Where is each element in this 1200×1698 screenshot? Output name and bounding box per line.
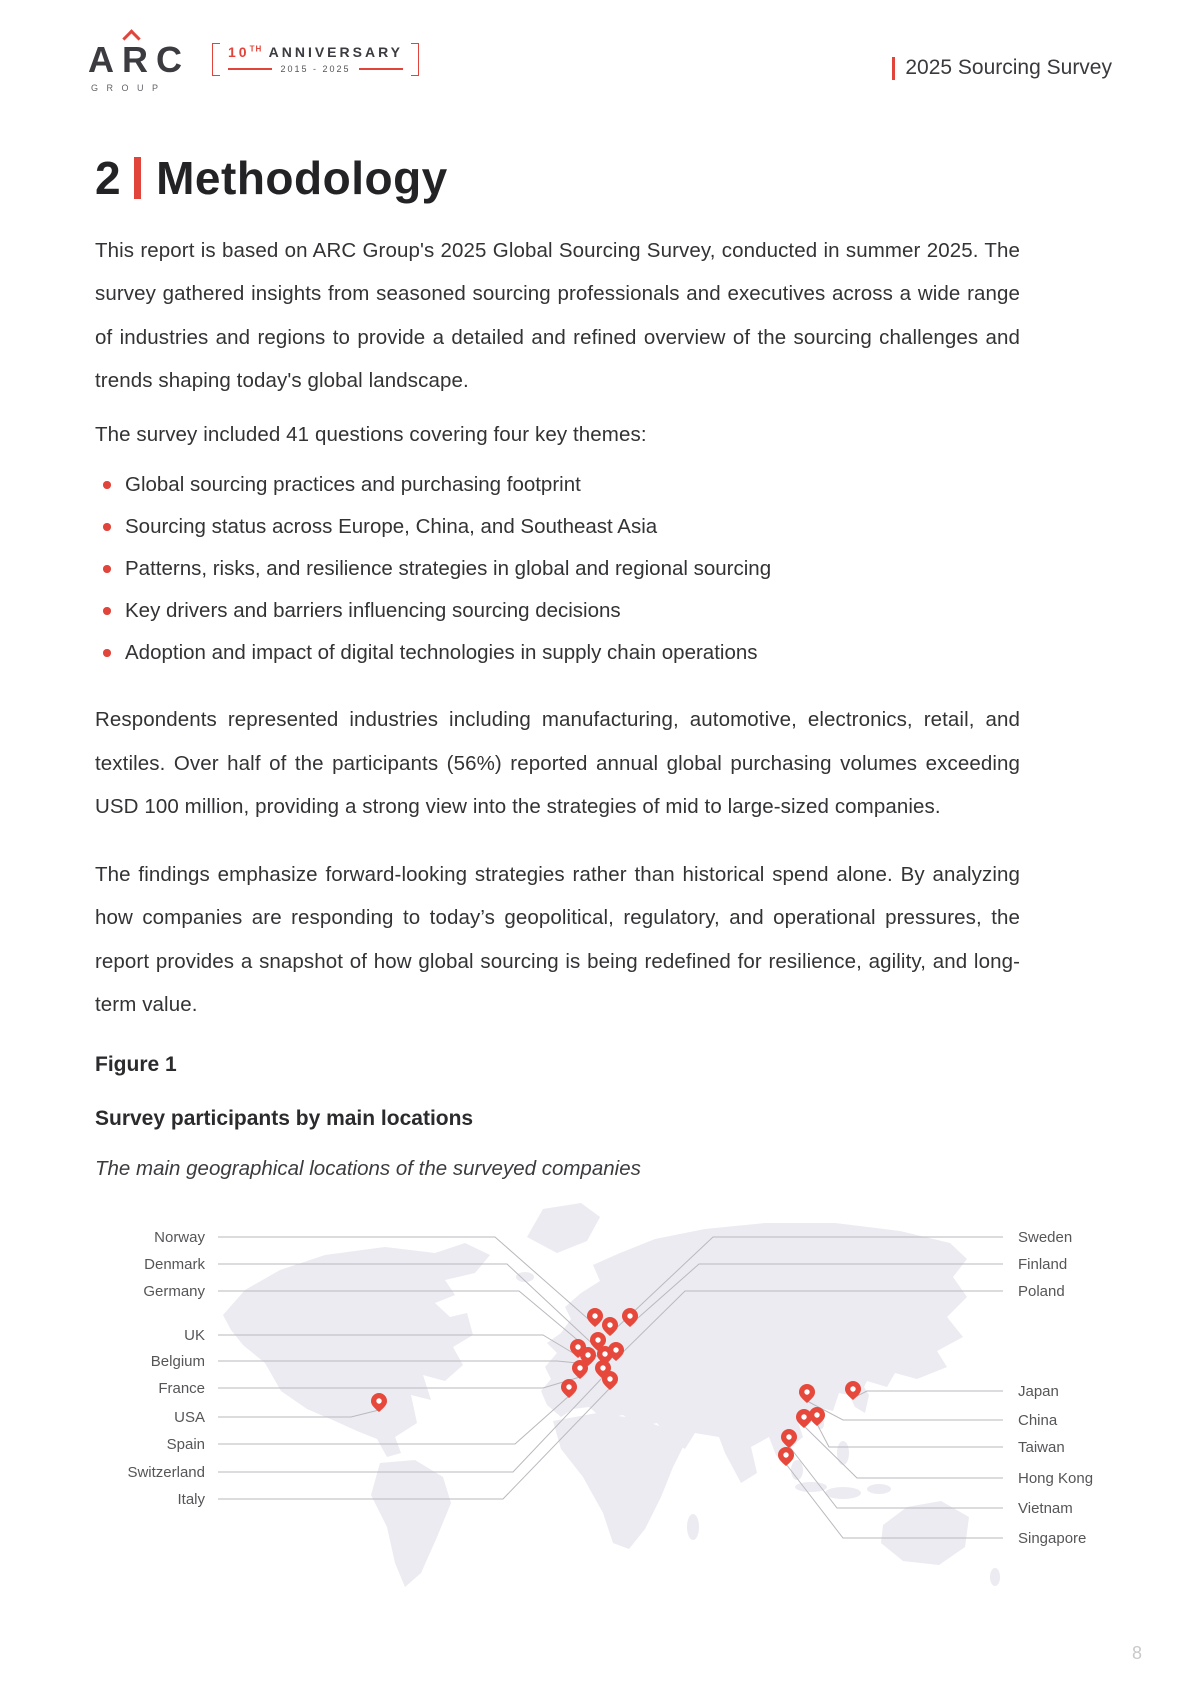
intro-paragraph: This report is based on ARC Group's 2025 Global Sourcing Survey, conducted in summer 2025. The survey gathered insights from seasoned sourcing professionals and executives across a wide range of industries and regions to provide a detailed and refined overview of the sourcing challenges and trends shaping today's global landscape. <box>95 239 1020 393</box>
section-title: Methodology <box>156 152 448 204</box>
list-item: Adoption and impact of digital technologies in supply chain operations <box>95 632 1020 674</box>
map-location-label: Switzerland <box>127 1463 205 1481</box>
document-title <box>892 34 1112 80</box>
list-item: Patterns, risks, and resilience strategies in global and regional sourcing <box>95 548 1020 590</box>
continent-australia <box>881 1501 969 1565</box>
anniversary-badge <box>212 40 419 79</box>
red-pipe-icon <box>134 157 141 199</box>
map-location-label: Hong Kong <box>1018 1469 1094 1487</box>
map-location-label: China <box>1018 1411 1058 1429</box>
map-location-label: Italy <box>177 1490 205 1508</box>
map-location-label: Germany <box>143 1282 205 1300</box>
island-sumatra <box>791 1460 803 1480</box>
map-location-label: Sweden <box>1018 1228 1073 1246</box>
island-madagascar <box>687 1514 699 1540</box>
themes-list <box>95 464 1020 674</box>
anniversary-word: ANNIVERSARY <box>268 44 404 60</box>
map-location-label: Denmark <box>144 1255 205 1273</box>
island-newguinea <box>867 1484 891 1494</box>
arc-brand-text <box>88 34 190 78</box>
leader-line <box>853 1391 1003 1398</box>
anniversary-ordinal: TH <box>249 44 263 54</box>
brand-letter: C <box>156 39 190 80</box>
map-figure <box>95 1195 1120 1595</box>
anniversary-line <box>228 44 403 60</box>
map-location-label: USA <box>174 1408 205 1426</box>
map-location-label: Vietnam <box>1018 1499 1073 1517</box>
section-heading <box>95 151 1020 205</box>
figure-label: Figure 1 <box>95 1052 177 1076</box>
map-location-label: Japan <box>1018 1382 1059 1400</box>
island-philippines <box>837 1441 849 1465</box>
location-pin-icon <box>778 1447 794 1466</box>
island-borneo <box>825 1487 861 1499</box>
list-item: Key drivers and barriers influencing sourcing decisions <box>95 590 1020 632</box>
world-map <box>223 1203 1000 1587</box>
findings-paragraph: The findings emphasize forward-looking strategies rather than historical spend alone. By analyzing how companies are responding to today’s geopolitical, regulatory, and operational pressures, the report provides a snapshot of how global sourcing is being redefined for resilience, agility, and long-term value. <box>95 862 1020 1017</box>
map-location-label: UK <box>184 1326 205 1344</box>
themes-lead: The survey included 41 questions covering four key themes: <box>95 422 647 446</box>
continent-south-america <box>371 1460 451 1587</box>
leader-line <box>807 1401 1003 1420</box>
list-item: Global sourcing practices and purchasing footprint <box>95 464 1020 506</box>
section-number: 2 <box>95 152 122 204</box>
island-new-zealand <box>990 1568 1000 1586</box>
map-location-label: Finland <box>1018 1255 1068 1273</box>
page-header <box>0 0 1200 93</box>
figure-title: Survey participants by main locations <box>95 1106 474 1130</box>
map-location-label: Norway <box>154 1228 205 1246</box>
anniversary-number: 10 <box>228 44 250 60</box>
map-figure-container <box>95 1195 1094 1595</box>
island-java <box>795 1482 827 1492</box>
map-location-label: Taiwan <box>1018 1438 1065 1456</box>
anniversary-years: 2015 - 2025 <box>228 64 403 74</box>
list-item: Sourcing status across Europe, China, and Southeast Asia <box>95 506 1020 548</box>
brand-letter: A <box>88 39 122 80</box>
map-location-label: Singapore <box>1018 1529 1087 1547</box>
continent-africa <box>553 1413 685 1549</box>
document-title-text: 2025 Sourcing Survey <box>905 56 1112 79</box>
red-pipe-icon <box>892 57 895 80</box>
figure-caption: The main geographical locations of the surveyed companies <box>95 1156 641 1180</box>
page-number: 8 <box>1131 1643 1142 1663</box>
arc-wordmark <box>88 34 190 93</box>
map-location-label: Spain <box>166 1435 205 1453</box>
respondents-paragraph: Respondents represented industries including manufacturing, automotive, electronics, retail, and textiles. Over half of the participants (56%) reported annual global purchasing volumes exceeding USD 100 million, providing a strong view into the strategies of mid to large-sized companies. <box>95 708 1020 819</box>
leader-line <box>789 1446 1003 1508</box>
continent-greenland <box>527 1203 600 1253</box>
arc-group-logo <box>88 34 419 93</box>
leader-line <box>804 1426 1003 1478</box>
brand-letter-r: R <box>122 42 156 78</box>
map-location-label: Poland <box>1018 1282 1065 1300</box>
continent-north-america <box>223 1243 490 1457</box>
page-content <box>95 151 1094 1595</box>
brand-subtitle: GROUP <box>91 83 167 93</box>
map-location-label: France <box>158 1379 205 1397</box>
map-location-label: Belgium <box>150 1352 205 1370</box>
